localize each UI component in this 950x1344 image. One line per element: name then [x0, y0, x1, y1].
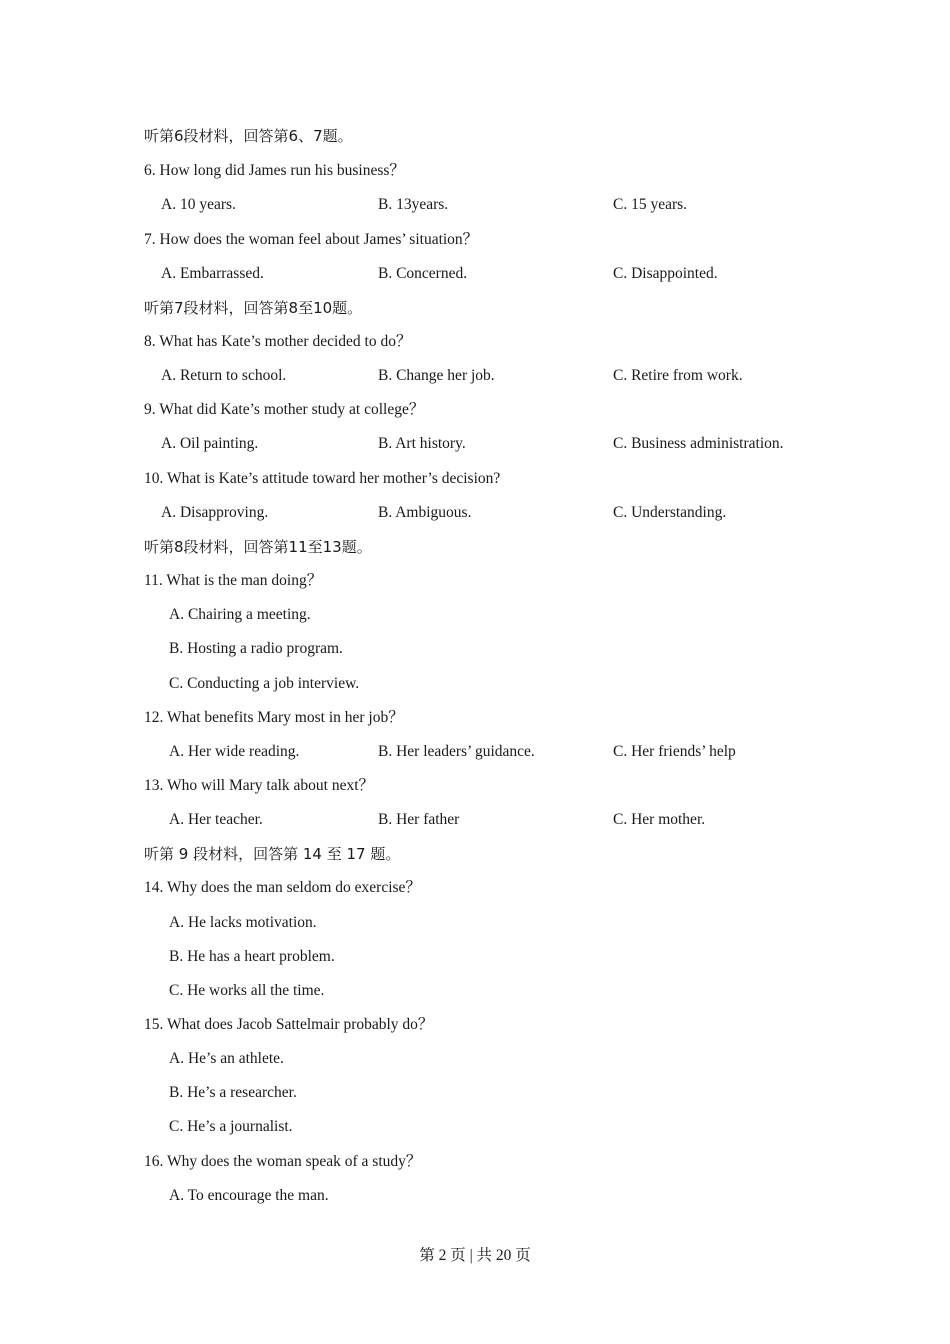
option-a: A. Return to school. — [161, 367, 287, 384]
option-c: C. 15 years. — [613, 196, 688, 213]
option-15-c: C. He’s a journalist. — [169, 1118, 293, 1135]
option-b: B. Her father — [378, 811, 460, 828]
question-9: 9. What did Kate’s mother study at college？ — [144, 401, 425, 418]
question-16: 16. Why does the woman speak of a study？ — [144, 1153, 422, 1170]
options-12 — [0, 742, 950, 762]
question-15: 15. What does Jacob Sattelmair probably do？ — [144, 1016, 434, 1033]
option-c: C. Disappointed. — [613, 265, 718, 282]
question-14: 14. Why does the man seldom do exercise？ — [144, 879, 421, 896]
option-b: B. Ambiguous. — [378, 504, 472, 521]
option-14-b: B. He has a heart problem. — [169, 948, 335, 965]
option-14-a: A. He lacks motivation. — [169, 914, 317, 931]
options-9 — [0, 434, 950, 454]
option-15-a: A. He’s an athlete. — [169, 1050, 284, 1067]
option-a: A. 10 years. — [161, 196, 236, 213]
question-6: 6. How long did James run his business？ — [144, 162, 405, 179]
option-a: A. Embarrassed. — [161, 265, 264, 282]
option-b: B. Her leaders’ guidance. — [378, 743, 535, 760]
question-11: 11. What is the man doing？ — [144, 572, 323, 589]
option-b: B. Concerned. — [378, 265, 468, 282]
option-14-c: C. He works all the time. — [169, 982, 325, 999]
question-7: 7. How does the woman feel about James’ situation？ — [144, 231, 479, 248]
option-11-c: C. Conducting a job interview. — [169, 675, 360, 692]
section-heading-8: 听第8段材料，回答第11至13题。 — [144, 538, 372, 556]
options-8 — [0, 366, 950, 386]
section-heading-9: 听第 9 段材料，回答第 14 至 17 题。 — [144, 845, 401, 863]
option-b: B. Art history. — [378, 435, 466, 452]
section-heading-7: 听第7段材料，回答第8至10题。 — [144, 299, 363, 317]
option-c: C. Business administration. — [613, 435, 784, 452]
question-8: 8. What has Kate’s mother decided to do？ — [144, 333, 412, 350]
option-11-a: A. Chairing a meeting. — [169, 606, 311, 623]
section-heading-6: 听第6段材料，回答第6、7题。 — [144, 127, 353, 145]
option-b: B. 13years. — [378, 196, 449, 213]
option-c: C. Retire from work. — [613, 367, 743, 384]
option-a: A. Her teacher. — [169, 811, 263, 828]
option-11-b: B. Hosting a radio program. — [169, 640, 343, 657]
question-13: 13. Who will Mary talk about next？ — [144, 777, 375, 794]
options-6 — [0, 195, 950, 215]
option-a: A. Oil painting. — [161, 435, 259, 452]
options-13 — [0, 810, 950, 830]
question-10: 10. What is Kate’s attitude toward her mother’s decision? — [144, 470, 501, 487]
options-10 — [0, 503, 950, 523]
option-a: A. Her wide reading. — [169, 743, 300, 760]
option-b: B. Change her job. — [378, 367, 495, 384]
option-c: C. Her mother. — [613, 811, 706, 828]
question-12: 12. What benefits Mary most in her job？ — [144, 709, 404, 726]
option-16-a: A. To encourage the man. — [169, 1187, 329, 1204]
option-15-b: B. He’s a researcher. — [169, 1084, 297, 1101]
option-c: C. Understanding. — [613, 504, 727, 521]
page-footer: 第 2 页 | 共 20 页 — [419, 1247, 531, 1264]
options-7 — [0, 264, 950, 284]
option-c: C. Her friends’ help — [613, 743, 736, 760]
option-a: A. Disapproving. — [161, 504, 269, 521]
